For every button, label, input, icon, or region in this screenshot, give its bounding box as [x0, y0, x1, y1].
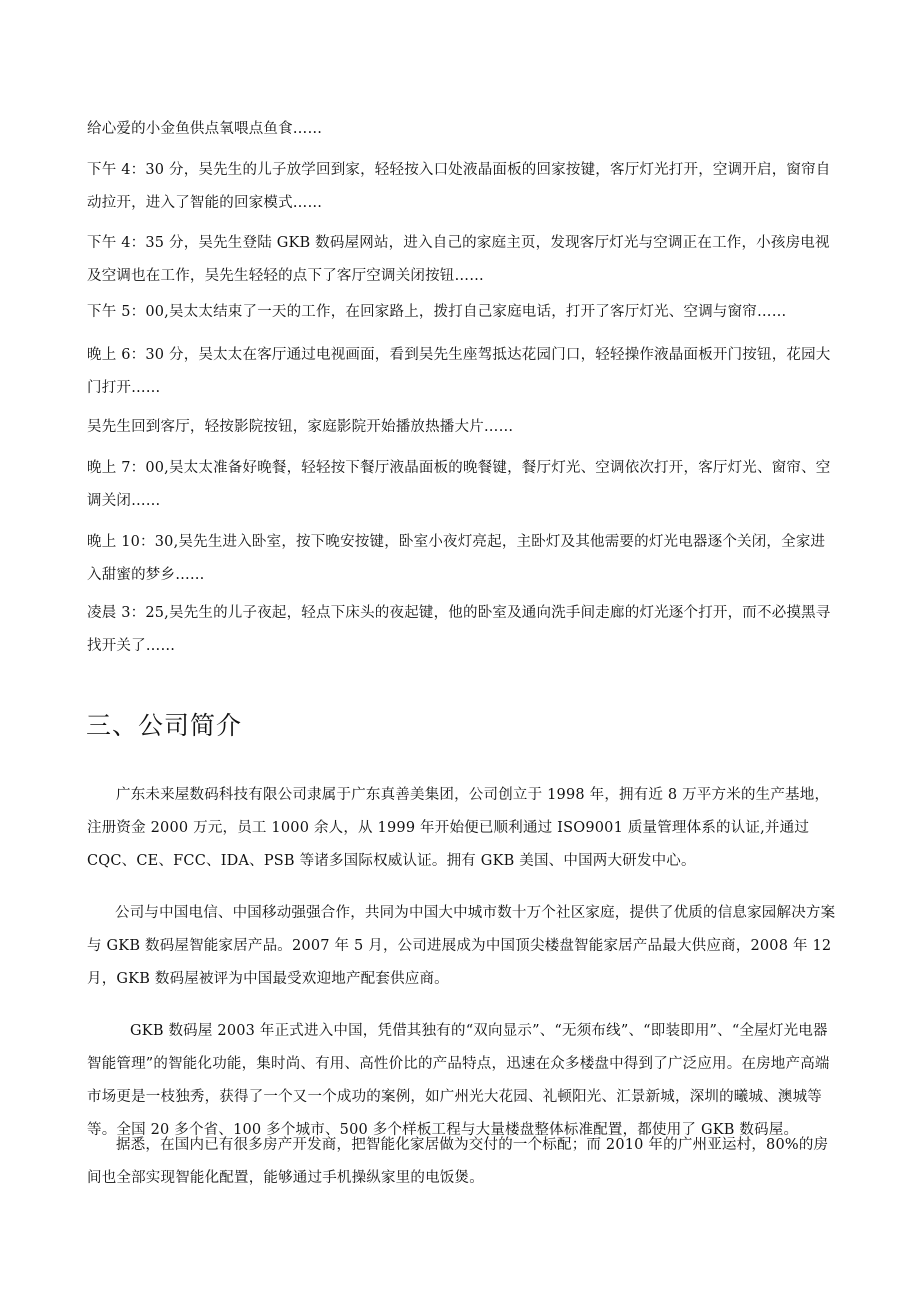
- timeline-paragraph: 晚上 6：30 分，吴太太在客厅通过电视画面，看到吴先生座驾抵达花园门口，轻轻操作液晶面板开门按钮，花园大门打开……: [87, 347, 831, 396]
- section-heading: 三、公司简介: [86, 711, 243, 740]
- timeline-paragraph: 晚上 10：30,吴先生进入卧室，按下晚安按键，卧室小夜灯亮起，主卧灯及其他需要的灯光电器逐个关闭，全家进入甜蜜的梦乡……: [87, 534, 826, 583]
- timeline-paragraph: 晚上 7：00,吴太太准备好晚餐，轻轻按下餐厅液晶面板的晚餐键，餐厅灯光、空调依次打开，客厅灯光、窗帘、空调关闭……: [87, 460, 831, 509]
- timeline-paragraph: 下午 4：35 分，吴先生登陆 GKB 数码屋网站，进入自己的家庭主页，发现客厅灯光与空调正在工作，小孩房电视及空调也在工作，吴先生轻轻的点下了客厅空调关闭按钮……: [87, 235, 830, 284]
- company-paragraph: 公司与中国电信、中国移动强强合作，共同为中国大中城市数十万个社区家庭，提供了优质的信息家园解决方案与 GKB 数码屋智能家居产品。2007 年 5 月，公司进展成为中国顶尖楼盘智能家居产品最大供应商，2008 年 12 月，GKB 数码屋被评为中国最受欢迎地产配套供应商。: [87, 905, 836, 987]
- timeline-paragraph: 吴先生回到客厅，轻按影院按钮，家庭影院开始播放热播大片……: [87, 419, 514, 435]
- company-paragraph: GKB 数码屋 2003 年正式进入中国，凭借其独有的“双向显示”、“无须布线”、“即装即用”、“全屋灯光电器智能管理”的智能化功能，集时尚、有用、高性价比的产品特点，迅速在众多楼盘中得到了广泛应用。在房地产高端市场更是一枝独秀，获得了一个又一个成功的案例，如广州光大花园、礼顿阳光、汇景新城，深圳的曦城、澳城等等。全国 20 多个省、100 多个城市、500 多个样板工程与大量楼盘整体标准配置，都使用了 GKB 数码屋。: [87, 1023, 830, 1138]
- timeline-paragraph: 下午 4：30 分，吴先生的儿子放学回到家，轻轻按入口处液晶面板的回家按键，客厅灯光打开，空调开启，窗帘自动拉开，进入了智能的回家模式……: [87, 162, 831, 211]
- company-paragraph: 据悉，在国内已有很多房产开发商，把智能化家居做为交付的一个标配；而 2010 年的广州亚运村，80%的房间也全部实现智能化配置，能够通过手机操纵家里的电饭煲。: [87, 1137, 829, 1186]
- timeline-paragraph: 凌晨 3：25,吴先生的儿子夜起，轻点下床头的夜起键，他的卧室及通向洗手间走廊的灯光逐个打开，而不必摸黑寻找开关了……: [87, 605, 831, 654]
- timeline-paragraph: 给心爱的小金鱼供点氧喂点鱼食……: [87, 121, 323, 137]
- timeline-paragraph: 下午 5：00,吴太太结束了一天的工作，在回家路上，拨打自己家庭电话，打开了客厅灯光、空调与窗帘……: [87, 304, 787, 320]
- company-paragraph: 广东未来屋数码科技有限公司隶属于广东真善美集团，公司创立于 1998 年，拥有近 8 万平方米的生产基地，注册资金 2000 万元，员工 1000 余人，从 1999 年开始便已顺利通过 ISO9001 质量管理体系的认证,并通过 CQC、CE、FCC、IDA、PSB 等诸多国际权威认证。拥有 GKB 美国、中国两大研发中心。: [87, 787, 830, 869]
